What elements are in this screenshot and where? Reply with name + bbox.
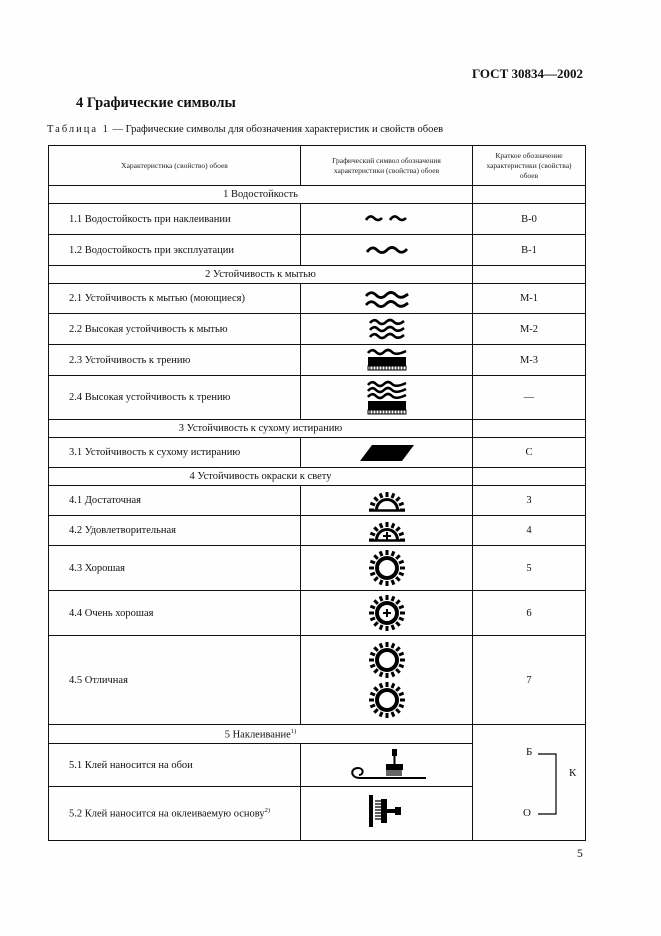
row-label (49, 787, 301, 841)
table-row (49, 546, 586, 591)
full-sun-plus-icon (301, 591, 472, 635)
group-label: 4 Устойчивость окраски к свету (49, 468, 473, 486)
table-caption (47, 124, 443, 135)
triple-wave-icon (301, 317, 472, 341)
full-sun-icon (301, 546, 472, 590)
section-title: 4 Графические символы (76, 95, 236, 111)
row-label: 1.1 Водостойкость при наклеивании (49, 204, 301, 235)
table-header-row (49, 146, 586, 186)
table-row (49, 376, 586, 420)
row-label: 2.2 Высокая устойчивость к мытью (49, 314, 301, 345)
row-abbr: — (473, 376, 586, 420)
table-row (49, 235, 586, 266)
row-abbr: 4 (473, 516, 586, 546)
table-row (49, 591, 586, 636)
group-label-text: 5 Наклеивание (224, 729, 291, 741)
footnote-mark: 1) (290, 727, 297, 735)
abbr-b: Б (526, 746, 533, 758)
caption-label: Таблица 1 (47, 124, 110, 135)
table-row (49, 438, 586, 468)
row-label: 4.2 Удовлетворительная (49, 516, 301, 546)
half-sun-icon (301, 488, 472, 514)
group-row (49, 725, 586, 744)
row-abbr: В-1 (473, 235, 586, 266)
wave-icon (301, 243, 472, 257)
table-row (49, 787, 586, 841)
row-abbr: М-2 (473, 314, 586, 345)
roll-brush-icon (301, 748, 472, 782)
group-row (49, 420, 586, 438)
table-row (49, 345, 586, 376)
row-label-text: 5.2 Клей наносится на оклеиваемую основу (69, 808, 265, 820)
table-row (49, 486, 586, 516)
standard-number: ГОСТ 30834—2002 (471, 66, 583, 81)
row-label: 5.1 Клей наносится на обои (49, 744, 301, 787)
group-label: 1 Водостойкость (49, 186, 473, 204)
table-row (49, 636, 586, 725)
half-sun-plus-icon (301, 518, 472, 544)
abbr-o: О (523, 807, 531, 819)
row-label: 2.4 Высокая устойчивость к трению (49, 376, 301, 420)
group-label: 2 Устойчивость к мытью (49, 266, 473, 284)
glue-bracket (518, 741, 588, 841)
group-row (49, 266, 586, 284)
group-row (49, 186, 586, 204)
row-label: 3.1 Устойчивость к сухому истиранию (49, 438, 301, 468)
column-header-abbr: Краткое обозначение характеристики (свойства) обоев (473, 146, 586, 186)
group-label: 3 Устойчивость к сухому истиранию (49, 420, 473, 438)
row-abbr: 7 (473, 636, 586, 725)
row-label: 1.2 Водостойкость при эксплуатации (49, 235, 301, 266)
wall-brush-icon (301, 791, 472, 831)
column-header-symbol: Графический символ обозначения характеристики (свойства) обоев (301, 146, 473, 186)
row-abbr: С (473, 438, 586, 468)
row-label: 2.1 Устойчивость к мытью (моющиеся) (49, 284, 301, 314)
table-row (49, 314, 586, 345)
row-abbr: 5 (473, 546, 586, 591)
triple-wave-brush-icon (301, 380, 472, 416)
row-abbr: М-3 (473, 345, 586, 376)
row-label: 4.3 Хорошая (49, 546, 301, 591)
double-sun-icon (301, 638, 472, 722)
row-abbr: В-0 (473, 204, 586, 235)
table-row (49, 516, 586, 546)
group-label (49, 725, 473, 744)
table-row (49, 204, 586, 235)
bracket-lines (518, 741, 588, 841)
table-row (49, 284, 586, 314)
row-label: 4.5 Отличная (49, 636, 301, 725)
row-label: 4.4 Очень хорошая (49, 591, 301, 636)
group-row (49, 468, 586, 486)
abbr-k: К (569, 767, 577, 779)
parallelogram-icon (301, 444, 472, 462)
symbols-table (48, 145, 586, 841)
double-wave-icon (301, 289, 472, 309)
row-abbr: 3 (473, 486, 586, 516)
wave-brush-icon (301, 348, 472, 372)
column-header-characteristic: Характеристика (свойство) обоев (49, 146, 301, 186)
caption-text: — Графические символы для обозначения характеристик и свойств обоев (109, 124, 444, 135)
row-abbr: 6 (473, 591, 586, 636)
row-label: 4.1 Достаточная (49, 486, 301, 516)
table-row (49, 744, 586, 787)
row-label: 2.3 Устойчивость к трению (49, 345, 301, 376)
footnote-mark: 2) (264, 807, 271, 815)
page-number: 5 (577, 848, 583, 860)
row-abbr: М-1 (473, 284, 586, 314)
wave-pair-icon (301, 212, 472, 226)
